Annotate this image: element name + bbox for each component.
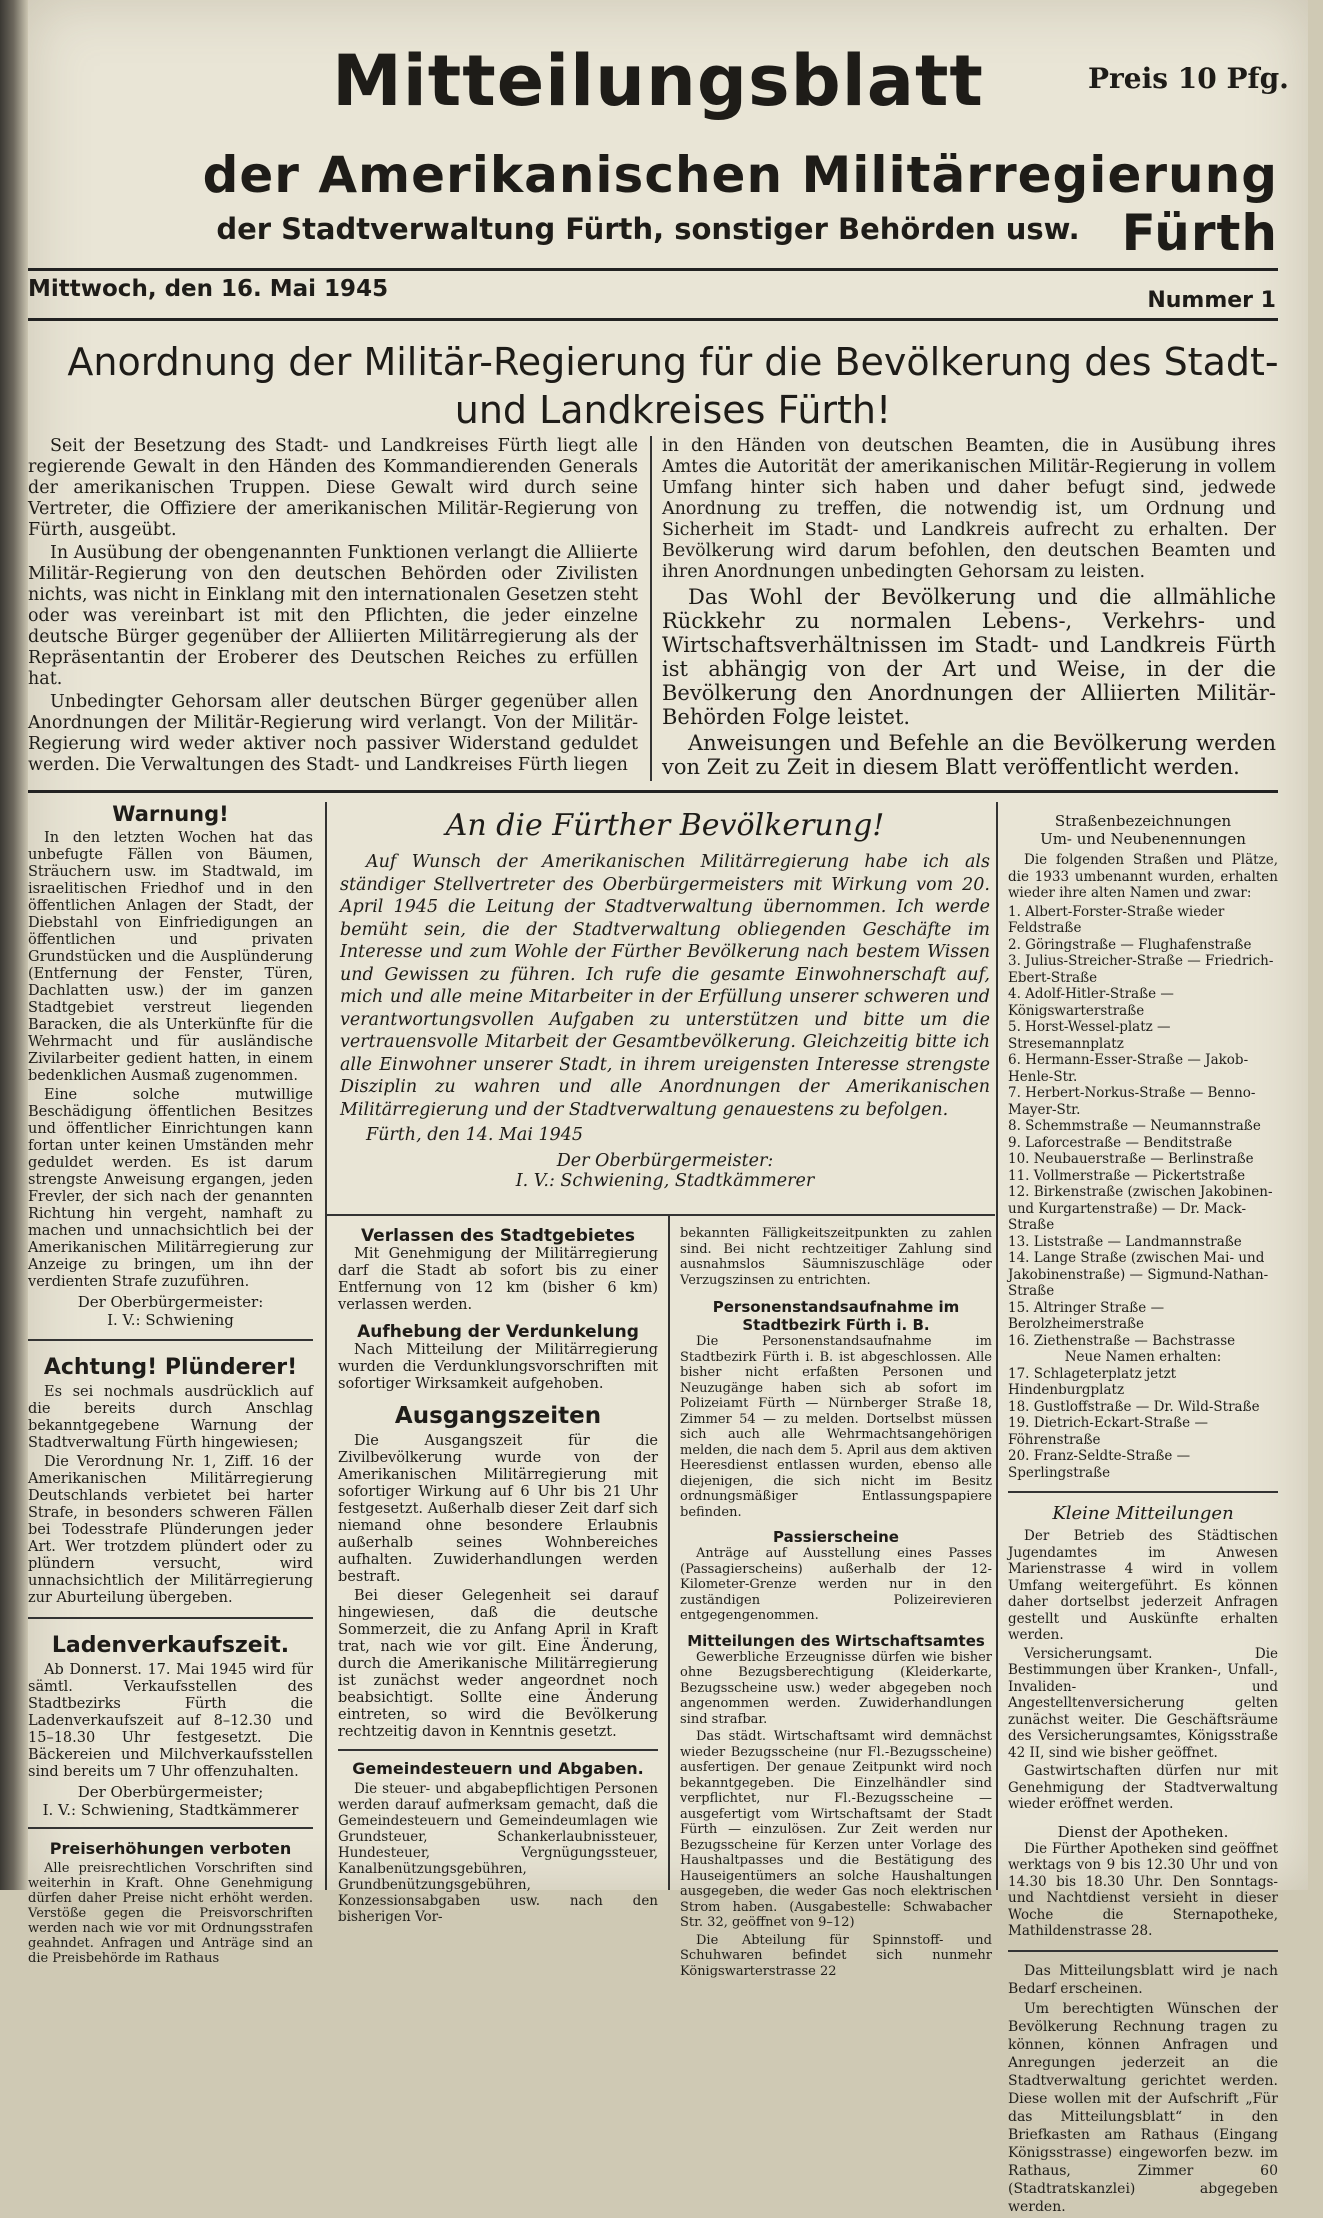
paragraph: bekannten Fälligkeitszeitpunkten zu zahlen sind. Bei nicht rechtzeitiger Zahlung sind ausnahmslos Säumniszuschläge oder Verzugszinsen zu entrichten. (680, 1226, 992, 1288)
new-street-list (1008, 1366, 1278, 1482)
signature-title: Der Oberbürgermeister: (77, 1293, 264, 1311)
list-item: 2. Göringstraße — Flughafenstraße (1008, 936, 1252, 953)
list-item: 9. Laforcestraße — Benditstraße (1008, 1134, 1233, 1151)
column-divider (325, 802, 327, 1890)
list-item: 3. Julius-Streicher-Straße — Friedrich-Ebert-Straße (1008, 953, 1274, 986)
list-item: 15. Altringer Straße — Berolzheimerstraße (1008, 1299, 1165, 1332)
list-item: 8. Schemmstraße — Neumannstraße (1008, 1118, 1261, 1134)
paragraph: Die Abteilung für Spinnstoff- und Schuhwaren befindet sich nunmehr Königswarterstrasse 22 (680, 1932, 992, 1979)
paragraph: Die Ausgangszeit für die Zivilbevölkerung wurde von der Amerikanischen Militärregierung mit sofortiger Wirkung auf 6 Uhr bis 21 Uhr festgesetzt. Außerhalb dieser Zeit darf sich niemand ohne besondere Erlaubnis außerhalb seines Wohnbereiches aufhalten. Zuwiderhandlungen werden bestraft. (338, 1433, 658, 1585)
paragraph: Ab Donnerst. 17. Mai 1945 wird für sämtl. Verkaufsstellen des Stadtbezirks Fürth die Ladenverkaufszeit auf 8–12.30 und 15–18.30 Uhr festgesetzt. Die Bäckereien und Milchverkaufsstellen sind bereits um 7 Uhr offenzuhalten. (28, 1662, 313, 1780)
paragraph: Die Verordnung Nr. 1, Ziff. 16 der Amerikanischen Militärregierung Deutschlands verbietet bei harter Strafe, in besonders schweren Fällen bei Todesstrafe Plünderungen jeder Art. Wer trotzdem plündert oder zu plündern versucht, wird unnachsichtlich der Militärregierung zur Aburteilung übergeben. (28, 1454, 313, 1606)
paragraph: Die Personenstandsaufnahme im Stadtbezirk Fürth i. B. ist abgeschlossen. Alle bisher nicht erfaßten Personen und Neuzugänge haben sich ab sofort im Polizeiamt Fürth — Nürnberger Straße 18, Zimmer 54 — zu melden. Dortselbst müssen sich auch alle Wehrmachtsangehörigen melden, die nach dem 5. April aus dem aktiven Heeresdienst entlassen wurden, ebenso alle diejenigen, die sich nicht im Besitz ordnungsmäßiger Entlassungspapiere befinden. (680, 1334, 992, 1520)
section-rule (28, 790, 1278, 793)
list-item: 14. Lange Straße (zwischen Mai- und Jakobinenstraße) — Sigmund-Nathan-Straße (1008, 1250, 1269, 1299)
divider (28, 1339, 313, 1341)
blackout-title: Aufhebung der Verdunkelung (357, 1322, 639, 1342)
paragraph: Eine solche mutwillige Beschädigung öffentlichen Besitzes und öffentlicher Einrichtungen kann fortan unter keinen Umständen mehr geduldet werden. Es ist darum strengste Anweisung ergangen, jeden Frevler, der sich nach der genannten Richtung hin vergeht, namhaft zu machen und unnachsichtlich bei der Amerikanischen Militärregierung zur Anzeige zu bringen, um ihn der verdienten Strafe zuzuführen. (28, 1087, 313, 1290)
divider (1008, 1950, 1278, 1952)
warning-title: Warnung! (112, 802, 229, 826)
short-notices-title: Kleine Mitteilungen (1052, 1503, 1234, 1524)
paragraph: Es sei nochmals ausdrücklich auf die bereits durch Anschlag bekanntgegebene Warnung der Stadtverwaltung Fürth hingewiesen; (28, 1384, 313, 1451)
price-label: Preis 10 Pfg. (1088, 62, 1289, 95)
pharmacy-title: Dienst der Apotheken. (1057, 1822, 1229, 1841)
newspaper-page (28, 0, 1308, 2215)
mayor-notice (340, 808, 990, 1191)
paragraph: In den letzten Wochen hat das unbefugte Fällen von Bäumen, Sträuchern usw. im Stadtwald, im israelitischen Friedhof und in den öffentlichen Anlagen der Stadt, der Diebstahl von Einfriedigungen an öffentlichen und privaten Grundstücken und die Ausplünderung (Entfernung der Fenster, Türen, Dachlatten usw.) der im ganzen Stadtgebiet verstreut liegenden Baracken, die als Unterkünfte für die Wehrmacht und für ausländische Zivilarbeiter gedient hatten, in einem bedenklichen Ausmaß zugenommen. (28, 830, 313, 1084)
column-divider (996, 802, 998, 1890)
column-divider (668, 1214, 670, 1890)
paragraph: Seit der Besetzung des Stadt- und Landkreises Fürth liegt alle regierende Gewalt in den Händen des Kommandierenden Generals der amerikanischen Truppen. Diese Gewalt wird durch seine Vertreter, die Offiziere der amerikanischen Militär-Regierung von Fürth, ausgeübt. (28, 436, 638, 540)
paragraph: In Ausübung der obengenannten Funktionen verlangt die Alliierte Militär-Regierung von den deutschen Behörden oder Zivilisten nichts, was nicht in Einklang mit den internationalen Gesetzen steht oder was vereinbart ist mit den Pflichten, die jeder einzelne deutsche Bürger gegenüber der Alliierten Militärregierung als der Repräsentantin der Eroberer des Deutschen Reiches zu erfüllen hat. (28, 543, 638, 689)
paragraph: Das Mitteilungsblatt wird je nach Bedarf erscheinen. (1008, 1962, 1278, 1997)
column-right (1008, 812, 1278, 2218)
paragraph: Anträge auf Ausstellung eines Passes (Passagierscheins) außerhalb der 12-Kilometer-Grenze werden nur in den zuständigen Polizeirevieren entgegengenommen. (680, 1546, 992, 1623)
list-item: 5. Horst-Wessel-platz — Stresemannplatz (1008, 1019, 1171, 1052)
streets-title: Straßenbezeichnungen (1054, 812, 1232, 830)
plunder-warning-title: Achtung! Plünderer! (43, 1355, 298, 1380)
mayor-notice-title: An die Fürther Bevölkerung! (445, 808, 885, 843)
paragraph: Das städt. Wirtschaftsamt wird demnächst wieder Bezugsscheine (nur Fl.-Bezugsscheine) ausfertigen. Der genaue Zeitpunkt wird noch bekanntgegeben. Die Einzelhändler sind verpflichtet, nur Fl.-Bezugsscheine — ausgefertigt vom Wirtschaftsamt der Stadt Fürth — einzulösen. Zur Zeit werden nur Bezugsscheine für Kerzen unter Vorlage des Haushaltpasses und die Bestätigung des Hauseigentümers an solche Haushaltungen ausgegeben, die weder Gas noch elektrischen Strom haben. (Ausgabestelle: Schwabacher Str. 32, geöffnet von 9–12) (680, 1729, 992, 1930)
taxes-title: Gemeindesteuern und Abgaben. (352, 1759, 644, 1778)
census-title: Personenstandsaufnahme im Stadtbezirk Fürth i. B. (712, 1298, 960, 1334)
paragraph: Mit Genehmigung der Militärregierung darf die Stadt ab sofort bis zu einer Entfernung von 12 km (bisher 6 km) verlassen werden. (338, 1246, 658, 1313)
lead-article-right (662, 436, 1276, 781)
list-item: 7. Herbert-Norkus-Straße — Benno-Mayer-Str. (1008, 1085, 1256, 1118)
list-item: 16. Ziethenstraße — Bachstrasse (1008, 1332, 1236, 1349)
economic-office-title: Mitteilungen des Wirtschaftsamtes (687, 1631, 985, 1650)
paragraph: Der Betrieb des Städtischen Jugendamtes im Anwesen Marienstrasse 4 wird in vollem Umfang weitergeführt. Es können daher dortselbst jederzeit Anfragen gestellt und Auskünfte erhalten werden. (1008, 1528, 1278, 1643)
masthead-title: Mitteilungsblatt (332, 40, 984, 122)
divider (325, 1214, 995, 1216)
price-increase-title: Preiserhöhungen verboten (49, 1839, 292, 1858)
paragraph: Bei dieser Gelegenheit sei darauf hingewiesen, daß die deutsche Sommerzeit, die zu Anfang April in Kraft trat, nach wie vor gilt. Eine Änderung, durch die Amerikanische Militärregierung ist zunächst weder angeordnet noch beabsichtigt. Sollte eine Änderung eintreten, so wird die Bevölkerung rechtzeitig davon in Kenntnis gesetzt. (338, 1588, 658, 1740)
masthead-rule-top (28, 268, 1278, 271)
paragraph: Nach Mitteilung der Militärregierung wurden die Verdunklungsvorschriften mit sofortiger Wirksamkeit aufgehoben. (338, 1342, 658, 1392)
paragraph: Die folgenden Straßen und Plätze, die 1933 umbenannt wurden, erhalten wieder ihre alten Namen und zwar: (1008, 852, 1278, 901)
list-item: 12. Birkenstraße (zwischen Jakobinen- und Kurgartenstraße) — Dr. Mack-Straße (1008, 1184, 1273, 1233)
divider (338, 1749, 658, 1751)
main-headline: Anordnung der Militär-Regierung für die Bevölkerung des Stadt- und Landkreises Fürth! (67, 340, 1279, 432)
paragraph: Alle preisrechtlichen Vorschriften sind weiterhin in Kraft. Ohne Genehmigung dürfen daher Preise nicht erhöht werden. Verstöße gegen die Preisvorschriften werden nach wie vor mit Ordnungsstrafen geahndet. Anfragen und Anträge sind an die Preisbehörde im Rathaus (28, 1861, 313, 1966)
signature-title: Der Oberbürgermeister: (556, 1151, 774, 1171)
masthead-subtitle: der Amerikanischen Militärregierung Fürth (202, 146, 1278, 262)
list-item: 10. Neubauerstraße — Berlinstraße (1008, 1151, 1254, 1167)
binding-edge (0, 0, 30, 1890)
paragraph: Um berechtigten Wünschen der Bevölkerung Rechnung tragen zu können, können Anfragen und Anregungen jederzeit an die Stadtverwaltung gerichtet werden. Diese wollen mit der Aufschrift „Für das Mitteilungsblatt“ in den Briefkasten am Rathaus (Eingang Königsstrasse) eingeworfen bezw. im Rathaus, Zimmer 60 (Stadtratskanzlei) abgegeben werden. (1008, 2000, 1278, 2215)
masthead-rule-bottom (28, 318, 1278, 321)
paragraph: Versicherungsamt. Die Bestimmungen über Kranken-, Unfall-, Invaliden- und Angestelltenversicherung gelten zunächst weiter. Die Geschäftsräume des Versicherungsamtes, Königsstraße 42 II, sind wie bisher geöffnet. (1008, 1645, 1278, 1761)
column-left (28, 802, 313, 1968)
signature-title: Der Oberbürgermeister; (77, 1783, 264, 1801)
paragraph: Die Fürther Apotheken sind geöffnet werktags von 9 bis 12.30 Uhr und von 14.30 bis 18.30 Uhr. Den Sonntags- und Nachtdienst versieht in dieser Woche die Sternapotheke, Mathildenstrasse 28. (1008, 1840, 1278, 1939)
paragraph: in den Händen von deutschen Beamten, die in Ausübung ihres Amtes die Autorität der amerikanischen Militär-Regierung in vollem Umfang hinter sich haben und daher befugt sind, jedwede Anordnung zu treffen, die notwendig ist, um Ordnung und Sicherheit im Stadt- und Landkreis aufrecht zu erhalten. Der Bevölkerung wird darum befohlen, den deutschen Beamten und ihren Anordnungen unbedingten Gehorsam zu leisten. (662, 436, 1276, 582)
list-item: 18. Gustloffstraße — Dr. Wild-Straße (1008, 1398, 1260, 1415)
column-center-right (680, 1226, 992, 1981)
curfew-title: Ausgangszeiten (394, 1403, 602, 1429)
divider (1008, 1491, 1278, 1493)
paragraph: Gewerbliche Erzeugnisse dürfen wie bisher ohne Bezugsberechtigung (Kleiderkarte, Bezugsscheine usw.) weder abgegeben noch angenommen werden. Zuwiderhandlungen sind strafbar. (680, 1649, 992, 1727)
mayor-notice-date: Fürth, den 14. Mai 1945 (366, 1125, 584, 1145)
street-list (1008, 904, 1278, 1350)
list-item: 11. Vollmerstraße — Pickertstraße (1008, 1167, 1246, 1184)
list-item: 1. Albert-Forster-Straße wieder Feldstraße (1008, 903, 1225, 936)
leaving-city-title: Verlassen des Stadtgebietes (360, 1226, 636, 1246)
divider (28, 1617, 313, 1619)
paragraph: Die steuer- und abgabepflichtigen Personen werden darauf aufmerksam gemacht, daß die Gemeindesteuern und Gemeindeumlagen wie Grundsteuer, Schankerlaubnissteuer, Hundesteuer, Vergnügungssteuer, Kanalbenützungsgebühren, Grundbenützungsgebühren, Konzessionsabgaben usw. nach den bisherigen Vor- (338, 1781, 658, 1925)
list-item: 20. Franz-Seldte-Straße — Sperlingstraße (1008, 1448, 1191, 1481)
paragraph: Anweisungen und Befehle an die Bevölkerung werden von Zeit zu Zeit in diesem Blatt veröffentlicht werden. (662, 731, 1276, 779)
divider (28, 1827, 313, 1829)
issue-number: Nummer 1 (1147, 288, 1276, 313)
list-item: 19. Dietrich-Eckart-Straße — Föhrenstraße (1008, 1415, 1208, 1448)
column-divider (650, 436, 652, 781)
paragraph: Unbedingter Gehorsam aller deutschen Bürger gegenüber allen Anordnungen der Militär-Regierung wird verlangt. Von der Militär-Regierung wird weder aktiver noch passiver Widerstand geduldet werden. Die Verwaltungen des Stadt- und Landkreises Fürth liegen (28, 692, 638, 775)
new-names-label: Neue Namen erhalten: (1064, 1349, 1222, 1365)
signature-name: I. V.: Schwiening (107, 1311, 234, 1329)
paragraph: Das Wohl der Bevölkerung und die allmähliche Rückkehr zu normalen Lebens-, Verkehrs- und Wirtschaftsverhältnissen im Stadt- und Landkreis Fürth ist abhängig von der Art und Weise, in der die Bevölkerung den Anordnungen der Alliierten Militär-Behörden Folge leistet. (662, 585, 1276, 729)
list-item: 17. Schlageterplatz jetzt Hindenburgplatz (1008, 1365, 1177, 1398)
masthead-subtitle-2: der Stadtverwaltung Fürth, sonstiger Behörden usw. (216, 212, 1080, 246)
signature-name: I. V.: Schwiening, Stadtkämmerer (42, 1801, 299, 1819)
paragraph: Gastwirtschaften dürfen nur mit Genehmigung der Stadtverwaltung wieder eröffnet werden. (1008, 1763, 1278, 1812)
pass-title: Passierscheine (773, 1528, 899, 1546)
list-item: 6. Hermann-Esser-Straße — Jakob-Henle-Str. (1008, 1052, 1249, 1085)
lead-article-emphasis (662, 585, 1276, 779)
streets-subtitle: Um- und Neubenennungen (1040, 830, 1246, 848)
mayor-notice-text: Auf Wunsch der Amerikanischen Militärregierung habe ich als ständiger Stellvertreter des Oberbürgermeisters mit Wirkung vom 20. April 1945 die Leitung der Stadtverwaltung übernommen. Ich werde bemüht sein, die der Stadtverwaltung obliegenden Geschäfte im Interesse und zum Wohle der Fürther Bevölkerung nach bestem Wissen und Gewissen zu führen. Ich rufe die gesamte Einwohnerschaft auf, mich und alle meine Mitarbeiter in der Erfüllung unserer schweren und verantwortungsvollen Aufgaben zu unterstützen und bitte um die vertrauensvolle Mitarbeit der Gesamtbevölkerung. Gleichzeitig bitte ich alle Einwohner unserer Stadt, in ihrem ureigensten Interesse strengste Disziplin zu wahren und alle Anordnungen der Amerikanischen Militärregierung und der Stadtverwaltung genauestens zu befolgen. (340, 852, 990, 1120)
list-item: 4. Adolf-Hitler-Straße — Königswarterstraße (1008, 986, 1174, 1019)
shop-hours-title: Ladenverkaufszeit. (51, 1633, 290, 1658)
signature-name: I. V.: Schwiening, Stadtkämmerer (515, 1171, 815, 1191)
lead-article-left (28, 436, 638, 778)
list-item: 13. Liststraße — Landmannstraße (1008, 1233, 1242, 1250)
issue-date: Mittwoch, den 16. Mai 1945 (28, 276, 389, 302)
column-center-left (338, 1226, 658, 1927)
